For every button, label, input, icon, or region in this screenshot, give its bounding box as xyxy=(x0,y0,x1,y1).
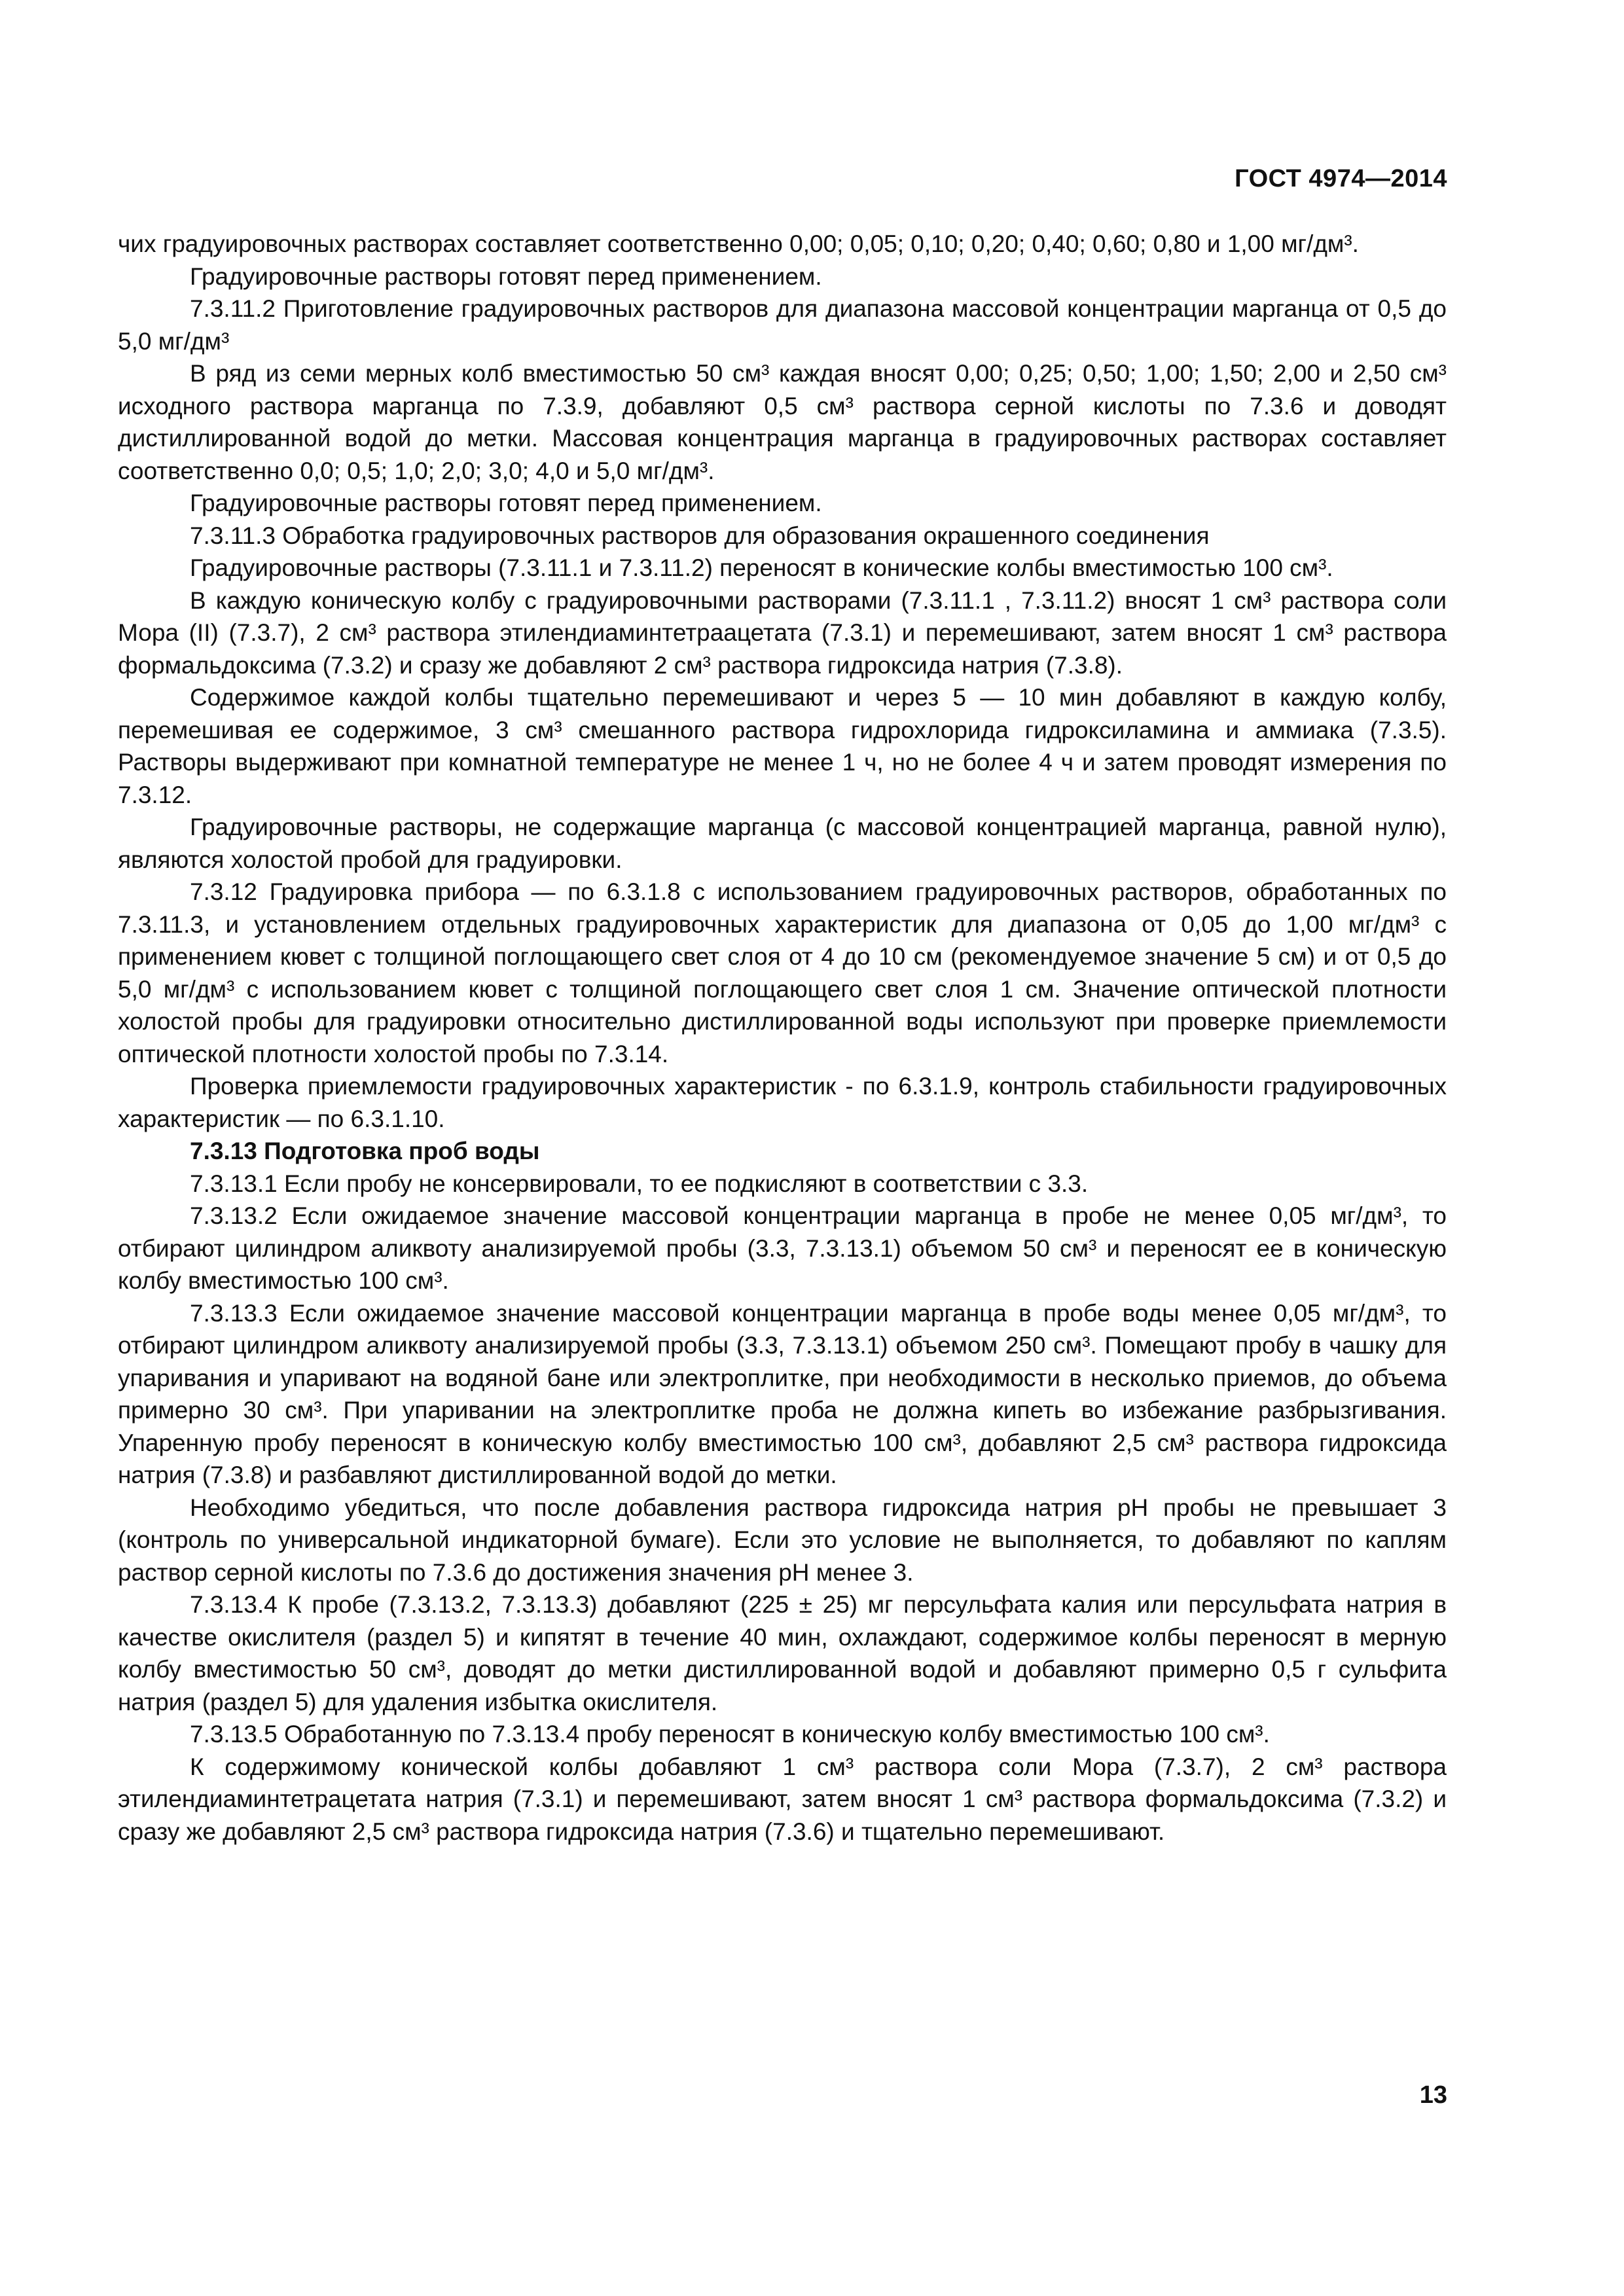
standard-designation: ГОСТ 4974—2014 xyxy=(1235,165,1447,192)
paragraph: Необходимо убедиться, что после добавления раствора гидроксида натрия pH пробы не превышает 3 (контроль по универсальной индикаторной бумаге). Если это условие не выполняется, то добавляют по каплям раствор серной кислоты по 7.3.6 до достижения значения pH менее 3. xyxy=(118,1494,1447,1586)
paragraph: 7.3.13.4 К пробе (7.3.13.2, 7.3.13.3) добавляют (225 ± 25) мг персульфата калия или персульфата натрия в качестве окислителя (раздел 5) и кипятят в течение 40 мин, охлаждают, содержимое колбы переносят в мерную колбу вместимостью 50 см³, доводят до метки дистиллированной водой и добавляют примерно 0,5 г сульфита натрия (раздел 5) для удаления избытка окислителя. xyxy=(118,1591,1447,1715)
paragraph: Градуировочные растворы, не содержащие марганца (с массовой концентрацией марганца, равной нулю), являются холостой пробой для градуировки. xyxy=(118,814,1447,873)
section-heading: 7.3.13 Подготовка проб воды xyxy=(190,1138,540,1164)
paragraph: Градуировочные растворы (7.3.11.1 и 7.3.11.2) переносят в конические колбы вместимостью 100 см³. xyxy=(190,554,1333,581)
paragraph: Градуировочные растворы готовят перед применением. xyxy=(190,490,822,516)
document-body xyxy=(118,228,1447,1848)
paragraph: 7.3.13.1 Если пробу не консервировали, то ее подкисляют в соответствии с 3.3. xyxy=(190,1170,1089,1197)
paragraph: В каждую коническую колбу с градуировочными растворами (7.3.11.1 , 7.3.11.2) вносят 1 см³ раствора соли Мора (II) (7.3.7), 2 см³ раствора этилендиаминтетраацетата (7.3.1) и перемешивают, затем вносят 1 см³ раствора формальдоксима (7.3.2) и сразу же добавляют 2 см³ раствора гидроксида натрия (7.3.8). xyxy=(118,586,1447,679)
paragraph: 7.3.11.3 Обработка градуировочных растворов для образования окрашенного соединения xyxy=(190,522,1210,549)
paragraph: Содержимое каждой колбы тщательно перемешивают и через 5 — 10 мин добавляют в каждую колбу, перемешивая ее содержимое, 3 см³ смешанного раствора гидрохлорида гидроксиламина и аммиака (7.3.5). Растворы выдерживают при комнатной температуре не менее 1 ч, но не более 4 ч и затем проводят измерения по 7.3.12. xyxy=(118,684,1447,808)
paragraph: К содержимому конической колбы добавляют 1 см³ раствора соли Мора (7.3.7), 2 см³ раствора этилендиаминтетрацетата натрия (7.3.1) и перемешивают, затем вносят 1 см³ раствора формальдоксима (7.3.2) и сразу же добавляют 2,5 см³ раствора гидроксида натрия (7.3.6) и тщательно перемешивают. xyxy=(118,1753,1447,1845)
paragraph: 7.3.13.5 Обработанную по 7.3.13.4 пробу переносят в коническую колбу вместимостью 100 см³. xyxy=(190,1721,1270,1748)
paragraph: 7.3.12 Градуировка прибора — по 6.3.1.8 с использованием градуировочных растворов, обработанных по 7.3.11.3, и установлением отдельных градуировочных характеристик для диапазона от 0,05 до 1,00 мг/дм³ с применением кювет с толщиной поглощающего свет слоя от 4 до 10 см (рекомендуемое значение 5 см) и от 0,5 до 5,0 мг/дм³ с использованием кювет с толщиной поглощающего свет слоя 1 см. Значение оптической плотности холостой пробы для градуировки относительно дистиллированной воды используют при проверке приемлемости оптической плотности холостой пробы по 7.3.14. xyxy=(118,878,1447,1067)
paragraph: Проверка приемлемости градуировочных характеристик - по 6.3.1.9, контроль стабильности градуировочных характеристик — по 6.3.1.10. xyxy=(118,1073,1447,1132)
paragraph: 7.3.13.2 Если ожидаемое значение массовой концентрации марганца в пробе не менее 0,05 мг/дм³, то отбирают цилиндром аликвоту анализируемой пробы (3.3, 7.3.13.1) объемом 50 см³ и переносят ее в коническую колбу вместимостью 100 см³. xyxy=(118,1202,1447,1294)
paragraph: 7.3.11.2 Приготовление градуировочных растворов для диапазона массовой концентрации марганца от 0,5 до 5,0 мг/дм³ xyxy=(118,295,1447,355)
paragraph: 7.3.13.3 Если ожидаемое значение массовой концентрации марганца в пробе воды менее 0,05 мг/дм³, то отбирают цилиндром аликвоту анализируемой пробы (3.3, 7.3.13.1) объемом 250 см³. Помещают пробу в чашку для упаривания и упаривают на водяной бане или электроплитке, при необходимости в несколько приемов, до объема примерно 30 см³. При упаривании на электроплитке проба не должна кипеть во избежание разбрызгивания. Упаренную пробу переносят в коническую колбу вместимостью 100 см³, добавляют 2,5 см³ раствора гидроксида натрия (7.3.8) и разбавляют дистиллированной водой до метки. xyxy=(118,1299,1447,1488)
paragraph: чих градуировочных растворах составляет соответственно 0,00; 0,05; 0,10; 0,20; 0,40; 0,60; 0,80 и 1,00 мг/дм³. xyxy=(118,230,1359,257)
paragraph: Градуировочные растворы готовят перед применением. xyxy=(190,262,822,290)
paragraph: В ряд из семи мерных колб вместимостью 50 см³ каждая вносят 0,00; 0,25; 0,50; 1,00; 1,50; 2,00 и 2,50 см³ исходного раствора марганца по 7.3.9, добавляют 0,5 см³ раствора серной кислоты по 7.3.6 и доводят дистиллированной водой до метки. Массовая концентрация марганца в градуировочных растворах составляет соответственно 0,0; 0,5; 1,0; 2,0; 3,0; 4,0 и 5,0 мг/дм³. xyxy=(118,360,1447,484)
page-number: 13 xyxy=(1419,2081,1447,2109)
